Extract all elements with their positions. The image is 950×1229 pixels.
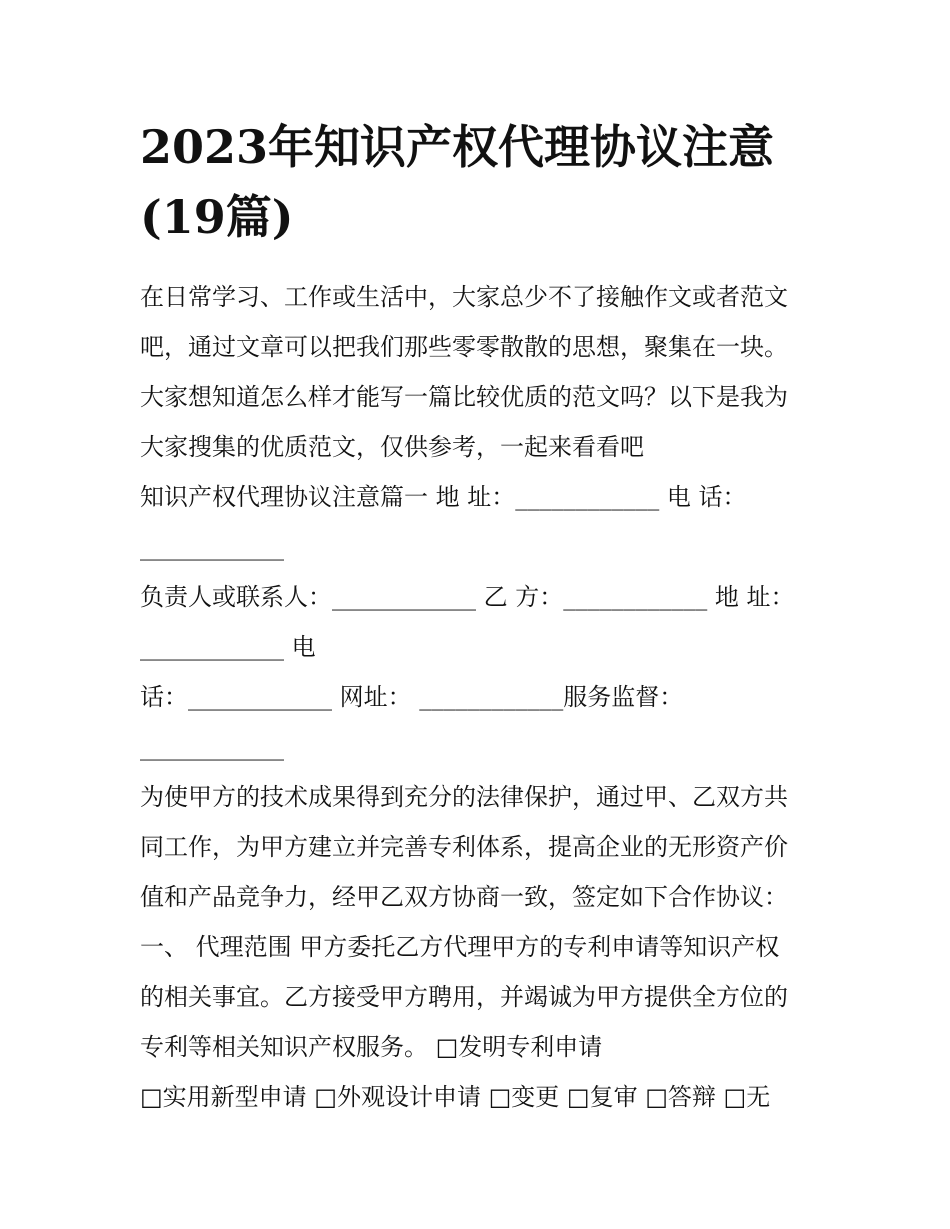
text-line: 值和产品竞争力，经甲乙双方协商一致，签定如下合作协议： — [140, 883, 788, 911]
text-line: 在日常学习、工作或生活中，大家总少不了接触作文或者范文 — [140, 283, 788, 311]
text-line: ____________ 电 — [140, 633, 316, 661]
text-line: 为使甲方的技术成果得到充分的法律保护，通过甲、乙双方共 — [140, 783, 788, 811]
intro-paragraph — [140, 272, 816, 472]
document-title — [140, 112, 816, 252]
title-line-1: 2023年知识产权代理协议注意 — [140, 120, 775, 174]
text-line: 一、 代理范围 甲方委托乙方代理甲方的专利申请等知识产权 — [140, 933, 780, 961]
text-line: 知识产权代理协议注意篇一 地 址：____________ 电 话： — [140, 483, 747, 511]
text-line: 专利等相关知识产权服务。 □发明专利申请 — [140, 1033, 603, 1061]
document-page — [140, 112, 816, 1122]
text-line: 的相关事宜。乙方接受甲方聘用，并竭诚为甲方提供全方位的 — [140, 983, 788, 1011]
text-line: 负责人或联系人：____________ 乙 方：____________ 地 址： — [140, 583, 795, 611]
text-line: 话：____________ 网址： ____________服务监督： — [140, 683, 684, 711]
text-line: ____________ — [140, 533, 284, 561]
text-line: □实用新型申请 □外观设计申请 □变更 □复审 □答辩 □无 — [140, 1083, 771, 1111]
contact-form-lines — [140, 472, 816, 772]
agreement-body — [140, 772, 816, 1122]
text-line: 同工作，为甲方建立并完善专利体系，提高企业的无形资产价 — [140, 833, 788, 861]
title-line-2: (19篇) — [140, 190, 294, 244]
text-line: 大家想知道怎么样才能写一篇比较优质的范文吗？以下是我为 — [140, 383, 788, 411]
text-line: 吧，通过文章可以把我们那些零零散散的思想，聚集在一块。 — [140, 333, 788, 361]
text-line: ____________ — [140, 733, 284, 761]
text-line: 大家搜集的优质范文，仅供参考，一起来看看吧 — [140, 433, 644, 461]
